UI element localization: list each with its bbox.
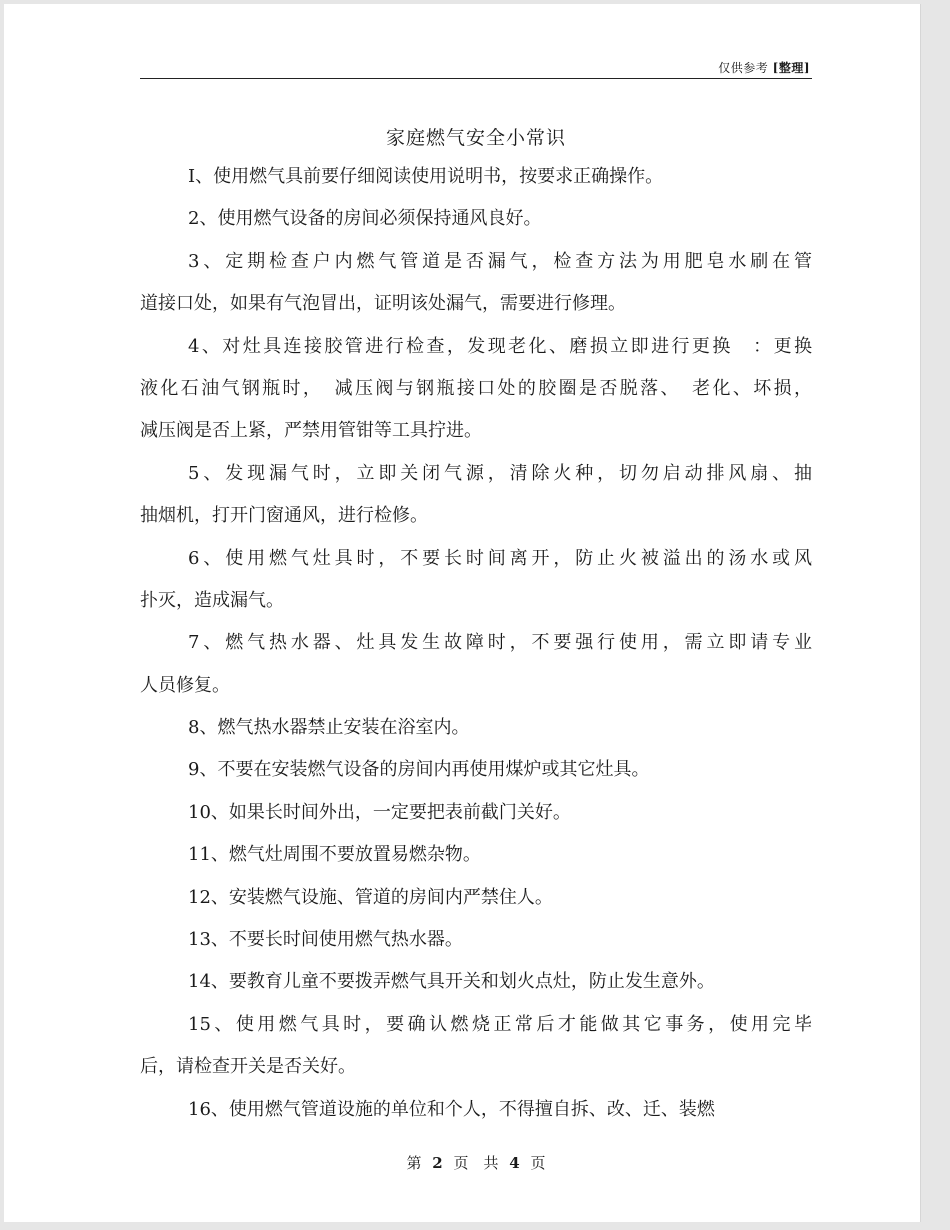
paragraph-line: 2、使用燃气设备的房间必须保持通风良好。 xyxy=(188,208,542,230)
paragraph xyxy=(140,198,812,240)
footer-mid: 页 共 xyxy=(453,1154,499,1172)
paragraph-line: 8、燃气热水器禁止安装在浴室内。 xyxy=(188,717,470,739)
paragraph-line: 12、安装燃气设施、管道的房间内严禁住人。 xyxy=(188,886,553,908)
paragraph-line: 14、要教育儿童不要拨弄燃气具开关和划火点灶，防止发生意外。 xyxy=(188,971,715,993)
paragraph xyxy=(140,241,812,326)
paragraph-line: I、使用燃气具前要仔细阅读使用说明书，按要求正确操作。 xyxy=(188,166,664,187)
footer-prefix: 第 xyxy=(406,1154,422,1172)
paragraph xyxy=(140,1004,812,1089)
paragraph xyxy=(140,156,812,198)
paragraph xyxy=(140,919,812,961)
footer-suffix: 页 xyxy=(530,1154,546,1172)
paragraph-line: 5、发现漏气时，立即关闭气源，清除火种，切勿启动排风扇、抽 xyxy=(188,462,812,484)
paragraph-line: 抽烟机，打开门窗通风，进行检修。 xyxy=(140,505,428,527)
paragraph-line: 液化石油气钢瓶时， 减压阀与钢瓶接口处的胶圈是否脱落、 老化、坏损， xyxy=(140,377,812,399)
paragraph-line: 减压阀是否上紧，严禁用管钳等工具拧进。 xyxy=(140,420,482,442)
paragraph-line: 16、使用燃气管道设施的单位和个人，不得擅自拆、改、迁、装燃 xyxy=(188,1098,715,1120)
paragraph-line: 3、定期检查户内燃气管道是否漏气，检查方法为用肥皂水刷在管 xyxy=(188,250,812,272)
header-tag: [整理] xyxy=(772,61,810,75)
paragraph xyxy=(140,961,812,1003)
header-label xyxy=(4,59,810,76)
paragraph-line: 后，请检查开关是否关好。 xyxy=(140,1056,356,1078)
paragraph-line: 7、燃气热水器、灶具发生故障时，不要强行使用，需立即请专业 xyxy=(188,632,812,654)
paragraph xyxy=(140,877,812,919)
paragraph xyxy=(140,1089,812,1131)
document-page xyxy=(4,4,921,1222)
document-title: 家庭燃气安全小常识 xyxy=(385,127,566,149)
paragraph-line: 13、不要长时间使用燃气热水器。 xyxy=(188,929,463,951)
paragraph xyxy=(140,834,812,876)
paragraph xyxy=(140,792,812,834)
paragraph-line: 道接口处，如果有气泡冒出，证明该处漏气，需要进行修理。 xyxy=(140,293,626,315)
paragraph xyxy=(140,749,812,791)
document-body xyxy=(140,156,812,1131)
paragraph xyxy=(140,622,812,707)
footer-page-number: 2 xyxy=(432,1154,443,1172)
paragraph-line: 11、燃气灶周围不要放置易燃杂物。 xyxy=(188,844,481,866)
paragraph-line: 9、不要在安装燃气设备的房间内再使用煤炉或其它灶具。 xyxy=(188,759,650,781)
page-footer xyxy=(140,1152,812,1173)
header-rule xyxy=(140,78,812,79)
paragraph xyxy=(140,453,812,538)
paragraph xyxy=(140,326,812,453)
paragraph xyxy=(140,538,812,623)
paragraph-line: 4、对灶具连接胶管进行检查，发现老化、磨损立即进行更换 ：更换 xyxy=(188,335,812,357)
header-note: 仅供参考 xyxy=(718,61,769,75)
paragraph-line: 扑灭，造成漏气。 xyxy=(140,589,284,611)
paragraph-line: 10、如果长时间外出，一定要把表前截门关好。 xyxy=(188,801,571,823)
paragraph xyxy=(140,707,812,749)
paragraph-line: 人员修复。 xyxy=(140,674,230,696)
footer-total-pages: 4 xyxy=(509,1154,520,1172)
paragraph-line: 15、使用燃气具时，要确认燃烧正常后才能做其它事务，使用完毕 xyxy=(188,1013,812,1035)
paragraph-line: 6、使用燃气灶具时，不要长时间离开，防止火被溢出的汤水或风 xyxy=(188,547,812,569)
